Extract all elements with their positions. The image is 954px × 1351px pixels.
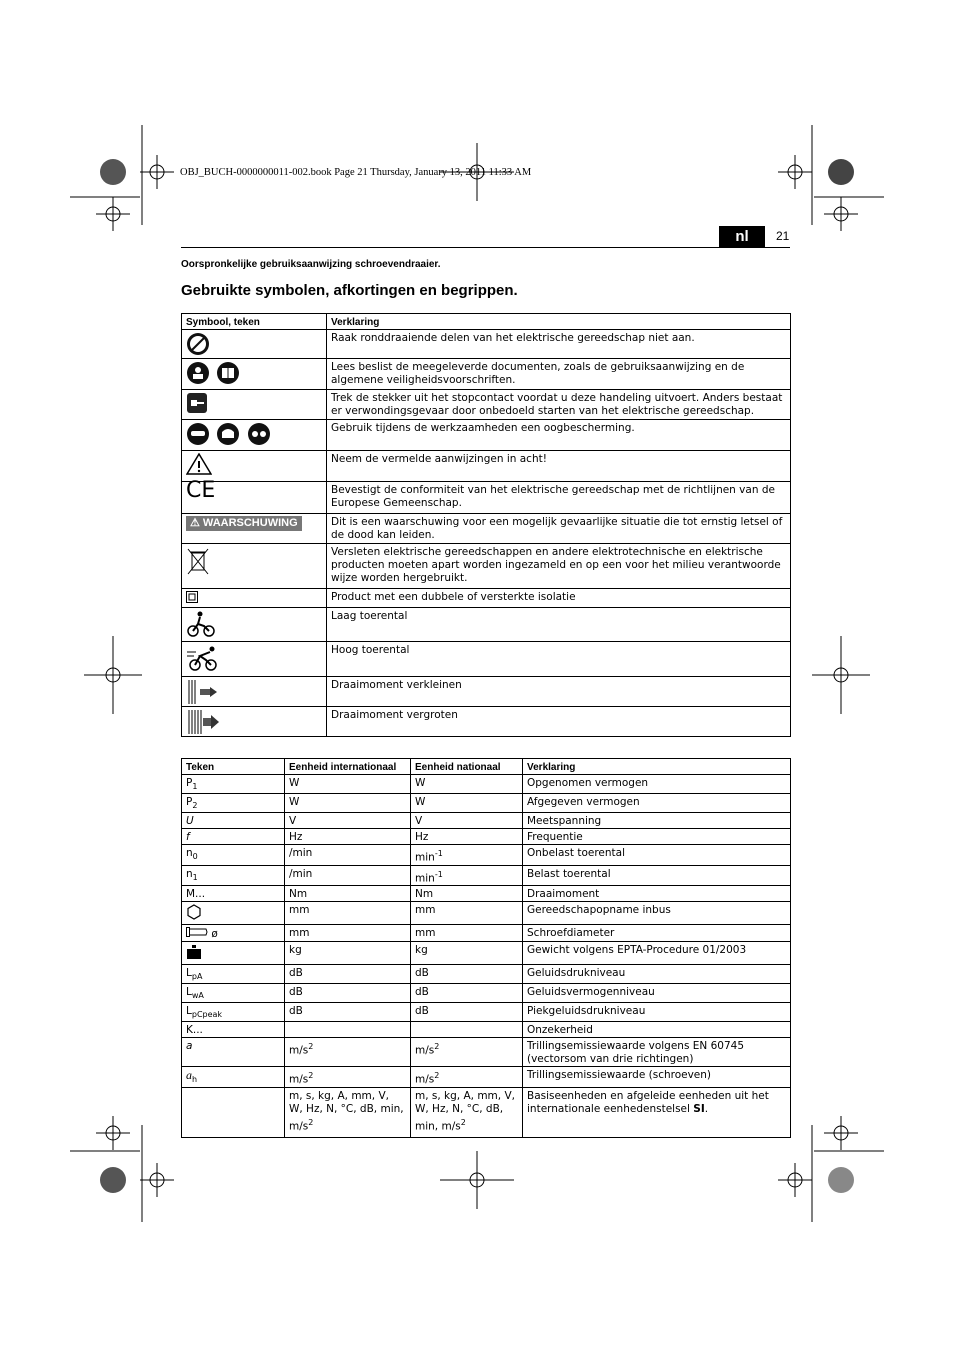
national-unit-cell: dB	[411, 965, 523, 984]
table-row	[182, 865, 791, 886]
sign-cell: U	[182, 813, 285, 829]
hexagon-socket-icon	[186, 904, 202, 920]
explanation-cell: Versleten elektrische gereedschappen en andere elektrotechnische en elektrische producten moeten apart worden ingezameld en op een voor het milieu verantwoorde wijze worden hergebruikt.	[327, 544, 791, 589]
do-not-touch-icon	[186, 332, 210, 356]
sign-cell: M...	[182, 886, 285, 902]
table-row	[182, 942, 791, 965]
table-row	[182, 451, 791, 482]
column-header: Symbool, teken	[182, 314, 327, 330]
read-manual-icon	[186, 361, 210, 385]
explanation-cell: Geluidsdrukniveau	[523, 965, 791, 984]
national-unit-cell: W	[411, 775, 523, 794]
symbol-cell	[182, 707, 327, 737]
national-unit-cell: V	[411, 813, 523, 829]
warning-small-triangle-icon: ⚠	[190, 517, 203, 529]
explanation-cell: Gebruik tijdens de werkzaamheden een oogbescherming.	[327, 420, 791, 451]
explanation-cell: Meetspanning	[523, 813, 791, 829]
table-row	[182, 390, 791, 420]
column-header: Verklaring	[523, 759, 791, 775]
document-subtitle: Oorspronkelijke gebruiksaanwijzing schroevendraaier.	[181, 259, 441, 270]
weight-icon	[186, 944, 202, 960]
explanation-cell: Draaimoment	[523, 886, 791, 902]
sign-cell	[182, 942, 285, 965]
table-row	[182, 984, 791, 1003]
table-row	[182, 775, 791, 794]
torque-increase-icon	[186, 709, 220, 735]
symbol-cell	[182, 514, 327, 544]
section-heading: Gebruikte symbolen, afkortingen en begrippen.	[181, 282, 518, 299]
sign-cell: $L_{pCpeak}$	[182, 1003, 285, 1022]
sign-cell: a	[182, 1038, 285, 1067]
national-unit-cell	[411, 1022, 523, 1038]
table-row	[182, 544, 791, 589]
sign-cell: $L_{pA}$	[182, 965, 285, 984]
explanation-cell: Draaimoment vergroten	[327, 707, 791, 737]
intl-unit-cell: Hz	[285, 829, 411, 845]
book-info-line: OBJ_BUCH-0000000011-002.book Page 21 Thursday, January 13, 2011 11:33 AM	[180, 167, 532, 178]
screw-icon	[186, 927, 208, 937]
table-row	[182, 1003, 791, 1022]
table-row	[182, 707, 791, 737]
explanation-cell: Raak ronddraaiende delen van het elektrische gereedschap niet aan.	[327, 330, 791, 359]
national-unit-cell: Hz	[411, 829, 523, 845]
symbol-cell	[182, 589, 327, 608]
sign-cell: K...	[182, 1022, 285, 1038]
table-row	[182, 482, 791, 514]
symbol-cell	[182, 608, 327, 642]
intl-unit-cell: mm	[285, 902, 411, 925]
table-row	[182, 965, 791, 984]
explanation-cell: Gereedschapopname inbus	[523, 902, 791, 925]
eye-protection-icon	[186, 422, 210, 446]
national-unit-cell: mm	[411, 902, 523, 925]
symbols-table	[181, 313, 791, 737]
national-unit-cell: $m/s^2$	[411, 1067, 523, 1088]
explanation-cell: Draaimoment verkleinen	[327, 677, 791, 707]
intl-unit-cell: W	[285, 794, 411, 813]
symbol-cell	[182, 544, 327, 589]
national-unit-cell: dB	[411, 1003, 523, 1022]
symbol-cell	[182, 478, 327, 514]
sign-cell: $n_0$	[182, 845, 285, 866]
column-header: Eenheid nationaal	[411, 759, 523, 775]
table-row	[182, 330, 791, 359]
explanation-cell: Trillingsemissiewaarde (schroeven)	[523, 1067, 791, 1088]
sign-cell: $a_h$	[182, 1067, 285, 1088]
explanation-cell: Trek de stekker uit het stopcontact voordat u deze handeling uitvoert. Anders bestaat er verwondingsgevaar door onbedoeld starten van het elektrische gereedschap.	[327, 390, 791, 420]
explanation-cell: Hoog toerental	[327, 642, 791, 677]
national-unit-cell: $m/s^2$	[411, 1038, 523, 1067]
double-insulation-icon	[186, 591, 198, 603]
units-table	[181, 758, 791, 1138]
warning-triangle-icon	[186, 453, 212, 475]
face-shield-icon	[216, 422, 240, 446]
fast-cyclist-icon	[186, 644, 220, 672]
national-unit-cell: Nm	[411, 886, 523, 902]
sign-cell: f	[182, 829, 285, 845]
intl-unit-cell: kg	[285, 942, 411, 965]
table-row	[182, 514, 791, 544]
intl-unit-cell: $m/s^2$	[285, 1038, 411, 1067]
intl-unit-cell	[285, 1022, 411, 1038]
intl-unit-cell: /min	[285, 865, 411, 886]
sign-cell: $P_1$	[182, 775, 285, 794]
table-row	[182, 1087, 791, 1137]
explanation-cell: Geluidsvermogenniveau	[523, 984, 791, 1003]
language-badge: nl	[719, 226, 765, 247]
column-header: Verklaring	[327, 314, 791, 330]
warning-label	[186, 516, 302, 531]
intl-unit-cell: dB	[285, 1003, 411, 1022]
sign-cell	[182, 902, 285, 925]
sign-cell	[182, 1087, 285, 1137]
national-unit-cell: W	[411, 794, 523, 813]
intl-unit-cell: dB	[285, 984, 411, 1003]
page-number: 21	[776, 229, 790, 243]
explanation-cell: Trillingsemissiewaarde volgens EN 60745 (vectorsom van drie richtingen)	[523, 1038, 791, 1067]
table-header-row	[182, 759, 791, 775]
intl-unit-cell: V	[285, 813, 411, 829]
explanation-cell: Frequentie	[523, 829, 791, 845]
table-row	[182, 845, 791, 866]
intl-unit-cell: dB	[285, 965, 411, 984]
table-header-row	[182, 314, 791, 330]
explanation-cell: Dit is een waarschuwing voor een mogelijk gevaarlijke situatie die tot ernstig letsel of de dood kan leiden.	[327, 514, 791, 544]
table-row	[182, 420, 791, 451]
intl-unit-cell: Nm	[285, 886, 411, 902]
symbol-cell	[182, 330, 327, 359]
symbol-cell	[182, 451, 327, 482]
intl-unit-cell: m, s, kg, A, mm, V, W, Hz, N, °C, dB, min, $m/s^2$	[285, 1087, 411, 1137]
symbol-cell	[182, 359, 327, 390]
national-unit-cell: $\min^{-1}$	[411, 845, 523, 866]
manual-book-icon	[216, 361, 240, 385]
table-row	[182, 608, 791, 642]
safety-goggles-icon	[247, 422, 271, 446]
national-unit-cell: mm	[411, 925, 523, 942]
symbol-cell	[182, 677, 327, 707]
symbol-cell	[182, 420, 327, 451]
intl-unit-cell: /min	[285, 845, 411, 866]
table-row	[182, 813, 791, 829]
column-header: Eenheid internationaal	[285, 759, 411, 775]
table-row	[182, 642, 791, 677]
sign-cell: $L_{wA}$	[182, 984, 285, 1003]
warning-label-text: WAARSCHUWING	[202, 517, 298, 529]
torque-decrease-icon	[186, 679, 218, 705]
table-row	[182, 829, 791, 845]
explanation-cell: Onbelast toerental	[523, 845, 791, 866]
table-row	[182, 589, 791, 608]
national-unit-cell: kg	[411, 942, 523, 965]
table-row	[182, 886, 791, 902]
table-row	[182, 925, 791, 942]
explanation-cell: Onzekerheid	[523, 1022, 791, 1038]
intl-unit-cell: mm	[285, 925, 411, 942]
column-header: Teken	[182, 759, 285, 775]
explanation-cell: Afgegeven vermogen	[523, 794, 791, 813]
explanation-cell: Schroefdiameter	[523, 925, 791, 942]
explanation-cell: Bevestigt de conformiteit van het elektrische gereedschap met de richtlijnen van de Europese Gemeenschap.	[327, 482, 791, 514]
explanation-cell: Basiseenheden en afgeleide eenheden uit het internationale eenhedenstelsel SI.	[523, 1087, 791, 1137]
unplug-icon	[186, 392, 208, 414]
explanation-cell: Lees beslist de meegeleverde documenten, zoals de gebruiksaanwijzing en de algemene veiligheidsvoorschriften.	[327, 359, 791, 390]
table-row	[182, 359, 791, 390]
table-row	[182, 677, 791, 707]
table-row	[182, 1022, 791, 1038]
explanation-cell: Piekgeluidsdrukniveau	[523, 1003, 791, 1022]
symbol-cell	[182, 642, 327, 677]
sign-cell: $P_2$	[182, 794, 285, 813]
table-row	[182, 1038, 791, 1067]
table-row	[182, 1067, 791, 1088]
crossed-bin-icon	[186, 546, 210, 576]
symbol-cell	[182, 390, 327, 420]
explanation-cell: Belast toerental	[523, 865, 791, 886]
table-row	[182, 902, 791, 925]
slow-cyclist-icon	[186, 610, 216, 638]
explanation-cell: Opgenomen vermogen	[523, 775, 791, 794]
ce-mark-icon: CE	[186, 478, 216, 503]
national-unit-cell: dB	[411, 984, 523, 1003]
sign-cell: ø	[182, 925, 285, 942]
intl-unit-cell: $m/s^2$	[285, 1067, 411, 1088]
national-unit-cell: m, s, kg, A, mm, V, W, Hz, N, °C, dB, min, $m/s^2$	[411, 1087, 523, 1137]
header-rule	[181, 247, 790, 248]
sign-cell: $n_1$	[182, 865, 285, 886]
table-row	[182, 794, 791, 813]
explanation-cell: Laag toerental	[327, 608, 791, 642]
national-unit-cell: $\min^{-1}$	[411, 865, 523, 886]
explanation-cell: Neem de vermelde aanwijzingen in acht!	[327, 451, 791, 482]
intl-unit-cell: W	[285, 775, 411, 794]
explanation-cell: Gewicht volgens EPTA-Procedure 01/2003	[523, 942, 791, 965]
explanation-cell: Product met een dubbele of versterkte isolatie	[327, 589, 791, 608]
